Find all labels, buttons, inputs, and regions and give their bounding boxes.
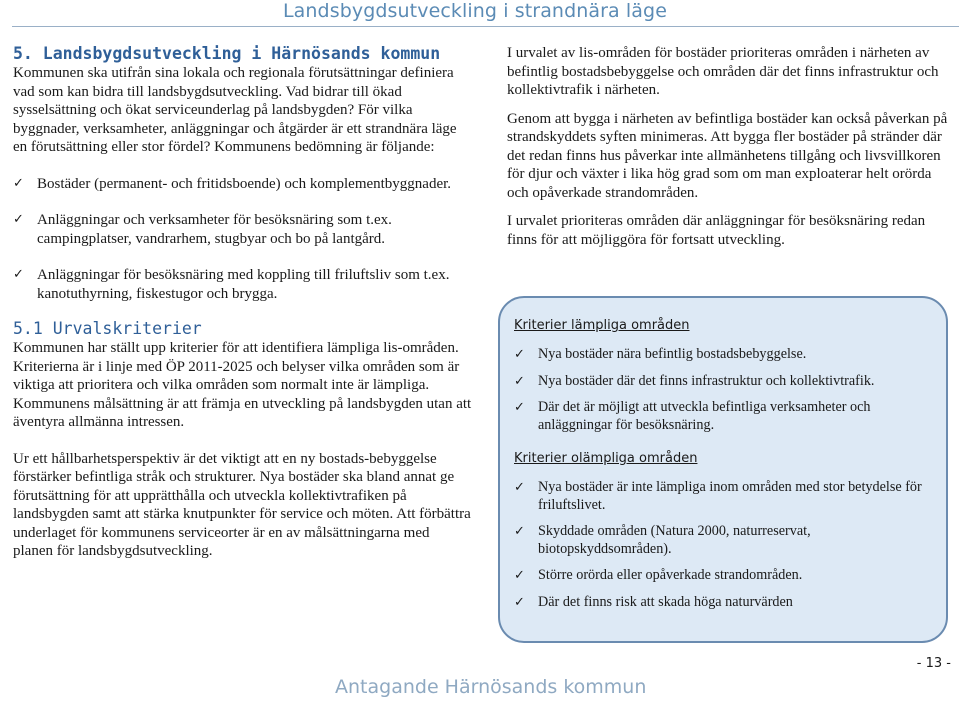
list-item-text: Bostäder (permanent- och fritidsboende) och komplementbyggnader. (37, 175, 452, 192)
list-item (514, 523, 934, 558)
page-number: - 13 - (916, 656, 951, 671)
subsection-title: 5.1 Urvalskriterier (13, 319, 202, 338)
criteria-paragraph: Kommunen har ställt upp kriterier för att identifiera lämpliga lis-områden. Kriterierna är i linje med ÖP 2011-2025 och belyser vilka områden som är viktiga att prioritera och vilka områden som normalt inte är lämpliga. Kommunens målsättning är att främja en utveckling på landsbygden utan att äventyra allmänna intressen. (13, 340, 472, 430)
list-item-text: Skyddade områden (Natura 2000, naturreservat, biotopskyddsområden). (538, 523, 811, 557)
list-item-text: Nya bostäder nära befintlig bostadsbebyggelse. (538, 346, 807, 362)
list-item-text: Där det är möjligt att utveckla befintliga verksamheter och anläggningar för besöksnäring. (538, 399, 871, 433)
list-item (514, 373, 934, 391)
list-item (514, 399, 934, 434)
list-item (514, 594, 934, 612)
check-icon: ✓ (514, 373, 525, 389)
list-item (13, 175, 473, 194)
footer-text: Antagande Härnösands kommun (335, 676, 647, 698)
list-item-text: Anläggningar och verksamheter för besöksnäring som t.ex. campingplatser, vandrarhem, stugbyar och bo på lantgård. (37, 212, 392, 247)
list-item (514, 479, 934, 514)
list-item-text: Större orörda eller opåverkade strandområden. (538, 567, 803, 583)
list-item-text: Där det finns risk att skada höga naturvärden (538, 593, 793, 610)
suitable-criteria-list (514, 346, 934, 434)
sustainability-paragraph: Ur ett hållbarhetsperspektiv är det viktigt att en ny bostads-bebyggelse förstärker befintliga stråk och strukturer. Nya bostäder ska bland annat ge förutsättning för att upprätthålla och utveckla kollektivtrafiken på landsbygden samt att stärka knutpunkter för service och möten. Att förbättra underlaget för kommunens serviceorter är en av målsättningarna med planen för landsbygdsutveckling. (13, 450, 471, 559)
check-icon: ✓ (13, 267, 24, 282)
list-item (13, 266, 473, 303)
intro-paragraph: Kommunen ska utifrån sina lokala och regionala förutsättningar definiera vad som kan bidra till landsbygdsutveckling. Vad bidrar till ökad sysselsättning och ökat serviceunderlag på landsbygden? För vilka byggnader, verksamheter, anläggningar och åtgärder är ett strandnära läge en förutsättning eller stor fördel? Kommunens bedömning är följande: (13, 65, 457, 155)
check-icon: ✓ (514, 568, 525, 583)
section-title: 5. Landsbygdsutveckling i Härnösands kommun (13, 44, 441, 63)
list-item (514, 346, 934, 364)
tourism-paragraph: I urvalet prioriteras områden där anläggningar för besöksnäring redan finns för att möjliggöra för fortsatt utveckling. (507, 213, 926, 248)
assessment-list (13, 175, 473, 304)
list-item-text: Nya bostäder är inte lämpliga inom områden med stor betydelse för friluftslivet. (538, 479, 922, 513)
suitable-criteria-heading: Kriterier lämpliga områden (514, 318, 690, 333)
list-item-text: Anläggningar för besöksnäring med koppling till friluftsliv som t.ex. kanotuthyrning, fiskestugor och brygga. (37, 267, 450, 302)
left-column (13, 44, 473, 561)
unsuitable-criteria-list (514, 479, 934, 611)
priority-paragraph: I urvalet av lis-områden för bostäder prioriteras områden i närheten av befintlig bostadsbebyggelse och områden där det finns infrastruktur och kollektivtrafik i närheten. (507, 45, 939, 98)
check-icon: ✓ (514, 400, 525, 415)
impact-paragraph: Genom att bygga i närheten av befintliga bostäder kan också påverkan på strandskyddets syften minimeras. Att bygga fler bostäder på stränder där det redan finns hus påverkar inte allmänhetens tillgång och livsvillkoren för djur och växter i lika hög grad som om man exploaterar helt orörda och opåverkade strandområden. (507, 110, 948, 201)
running-header: Landsbygdsutveckling i strandnära läge (282, 0, 667, 22)
header-rule (12, 26, 959, 27)
list-item (13, 211, 473, 248)
check-icon: ✓ (13, 212, 24, 227)
check-icon: ✓ (514, 594, 525, 610)
check-icon: ✓ (13, 175, 24, 191)
unsuitable-criteria-heading: Kriterier olämpliga områden (514, 451, 698, 466)
criteria-box (498, 296, 948, 643)
check-icon: ✓ (514, 347, 525, 362)
list-item-text: Nya bostäder där det finns infrastruktur och kollektivtrafik. (538, 372, 875, 389)
right-column (507, 44, 952, 249)
check-icon: ✓ (514, 524, 525, 539)
check-icon: ✓ (514, 480, 525, 495)
list-item (514, 567, 934, 585)
